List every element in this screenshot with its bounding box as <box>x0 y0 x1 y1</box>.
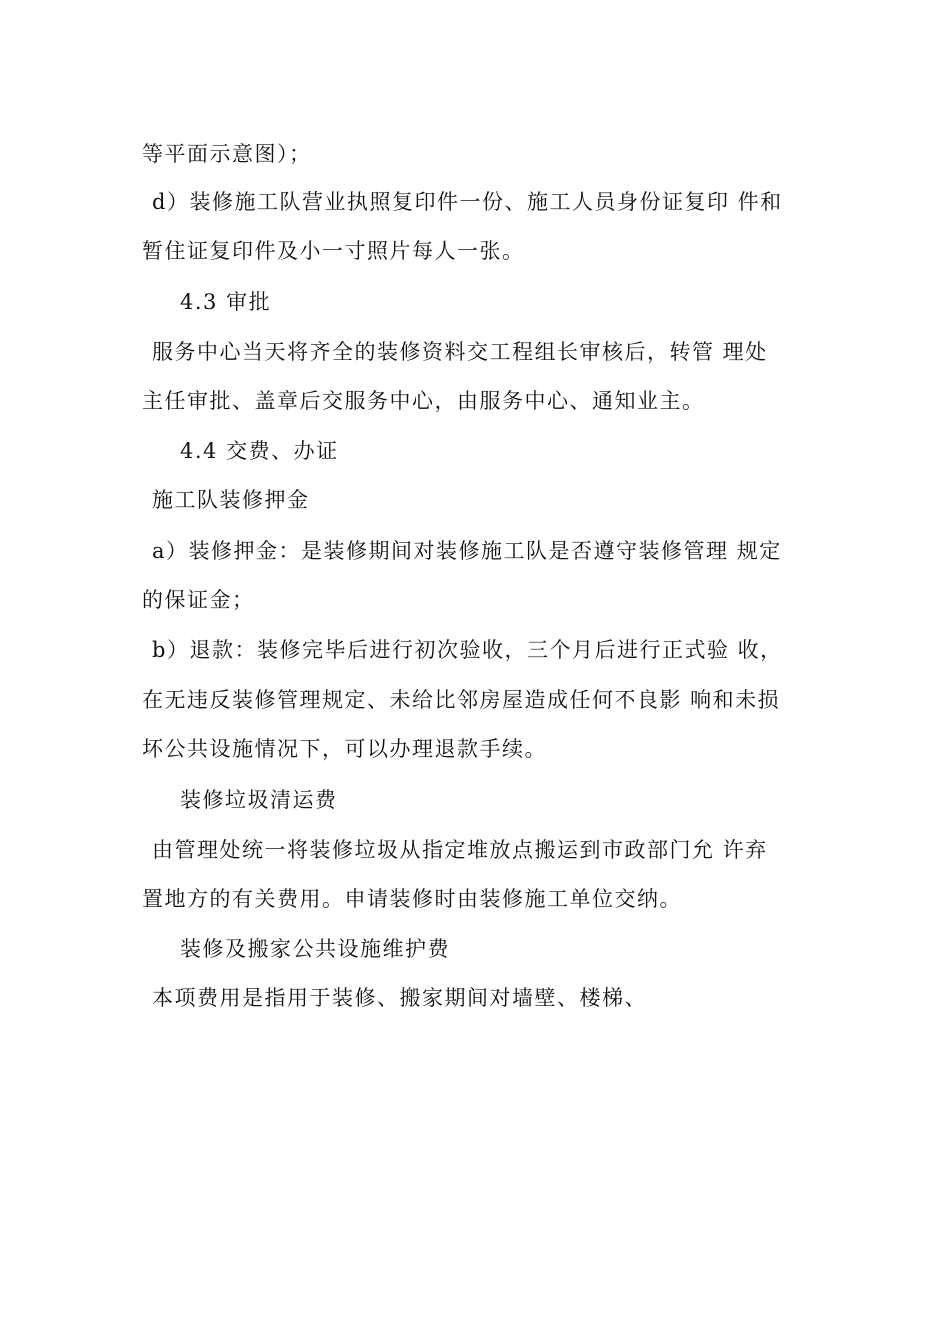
text-line: 由管理处统一将装修垃圾从指定堆放点搬运到市政部门允 许弃 <box>152 838 768 862</box>
text-line: a）装修押金：是装修期间对装修施工队是否遵守装修管理 规定 <box>152 539 782 563</box>
text-line: 服务中心当天将齐全的装修资料交工程组长审核后，转管 理处 <box>152 340 768 364</box>
text-line: 主任审批、盖章后交服务中心，由服务中心、通知业主。 <box>142 389 705 413</box>
text-line: 的保证金； <box>142 588 255 612</box>
text-line: 置地方的有关费用。申请装修时由装修施工单位交纳。 <box>142 887 682 911</box>
text-line: 本项费用是指用于装修、搬家期间对墙壁、楼梯、 <box>152 986 647 1010</box>
text-line: b）退款：装修完毕后进行初次验收，三个月后进行正式验 收， <box>152 638 783 662</box>
sub-heading: 装修及搬家公共设施维护费 <box>180 937 450 961</box>
text-line: 暂住证复印件及小一寸照片每人一张。 <box>142 239 525 263</box>
section-heading: 4.3 审批 <box>180 290 272 314</box>
text-line: 等平面示意图）； <box>142 142 312 166</box>
text-line: 坏公共设施情况下，可以办理退款手续。 <box>142 737 547 761</box>
sub-heading: 装修垃圾清运费 <box>180 788 338 812</box>
sub-heading: 施工队装修押金 <box>152 488 310 512</box>
section-heading: 4.4 交费、办证 <box>180 439 339 463</box>
text-line: 在无违反装修管理规定、未给比邻房屋造成任何不良影 响和未损 <box>142 688 781 712</box>
text-line: d）装修施工队营业执照复印件一份、施工人员身份证复印 件和 <box>152 190 783 214</box>
